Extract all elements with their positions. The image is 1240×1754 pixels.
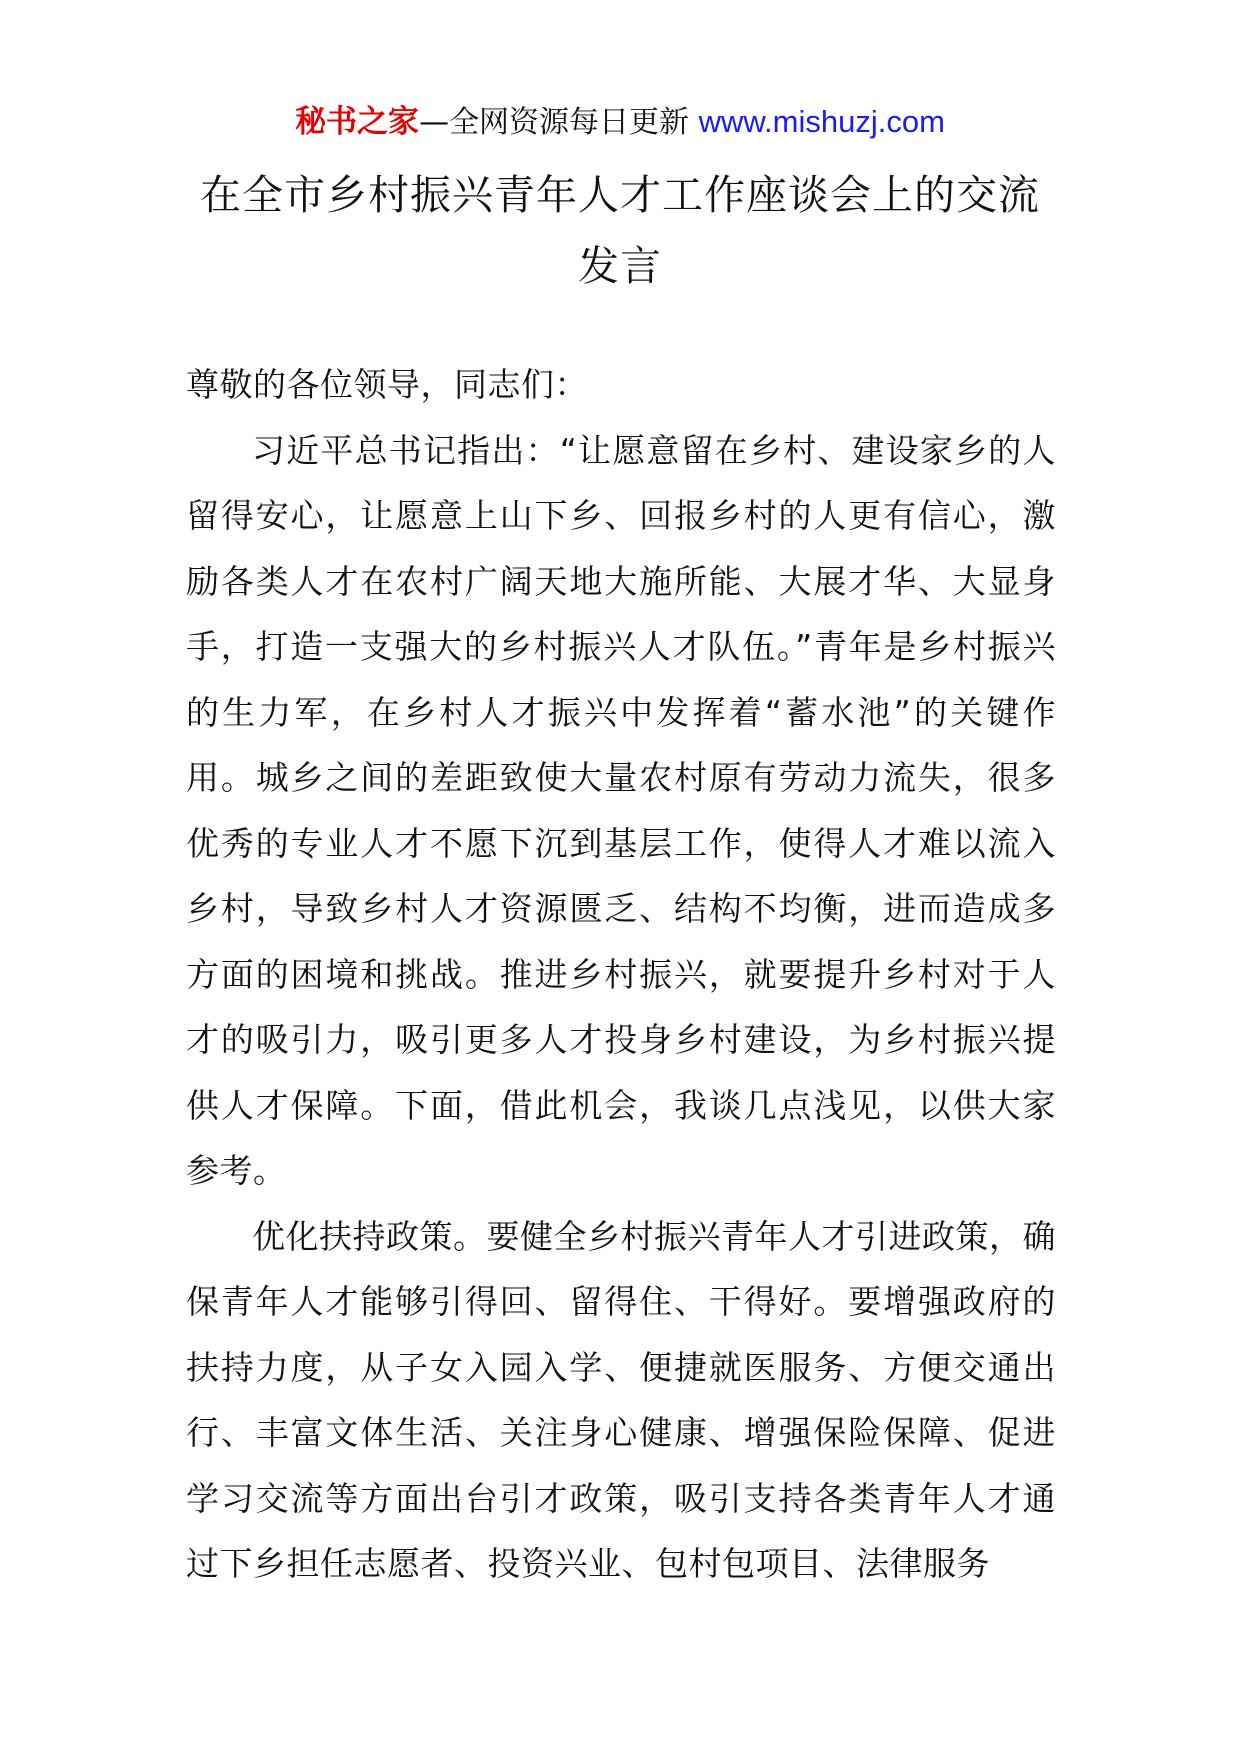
site-url[interactable]: www.mishuzj.com [698, 104, 945, 139]
document-body [186, 352, 1056, 1597]
document-title: 在全市乡村振兴青年人才工作座谈会上的交流发言 [200, 171, 1040, 290]
paragraph: 习近平总书记指出：“让愿意留在乡村、建设家乡的人留得安心，让愿意上山下乡、回报乡村的人更有信心，激励各类人才在农村广阔天地大施所能、大展才华、大显身手，打造一支强大的乡村振兴人才队伍。”青年是乡村振兴的生力军，在乡村人才振兴中发挥着“蓄水池”的关键作用。城乡之间的差距致使大量农村原有劳动力流失，很多优秀的专业人才不愿下沉到基层工作，使得人才难以流入乡村，导致乡村人才资源匮乏、结构不均衡，进而造成多方面的困境和挑战。推进乡村振兴，就要提升乡村对于人才的吸引力，吸引更多人才投身乡村建设，为乡村振兴提供人才保障。下面，借此机会，我谈几点浅见，以供大家参考。 [186, 430, 1056, 1190]
salutation: 尊敬的各位领导，同志们： [186, 365, 588, 404]
site-header [0, 100, 1240, 145]
paragraph: 优化扶持政策。要健全乡村振兴青年人才引进政策，确保青年人才能够引得回、留得住、干得好。要增强政府的扶持力度，从子女入园入学、便捷就医服务、方便交通出行、丰富文体生活、关注身心健康、增强保险保障、促进学习交流等方面出台引才政策，吸引支持各类青年人才通过下乡担任志愿者、投资兴业、包村包项目、法律服务 [186, 1216, 1056, 1583]
brand-name: 秘书之家 [295, 104, 420, 140]
header-slogan: —全网资源每日更新 [419, 105, 699, 140]
